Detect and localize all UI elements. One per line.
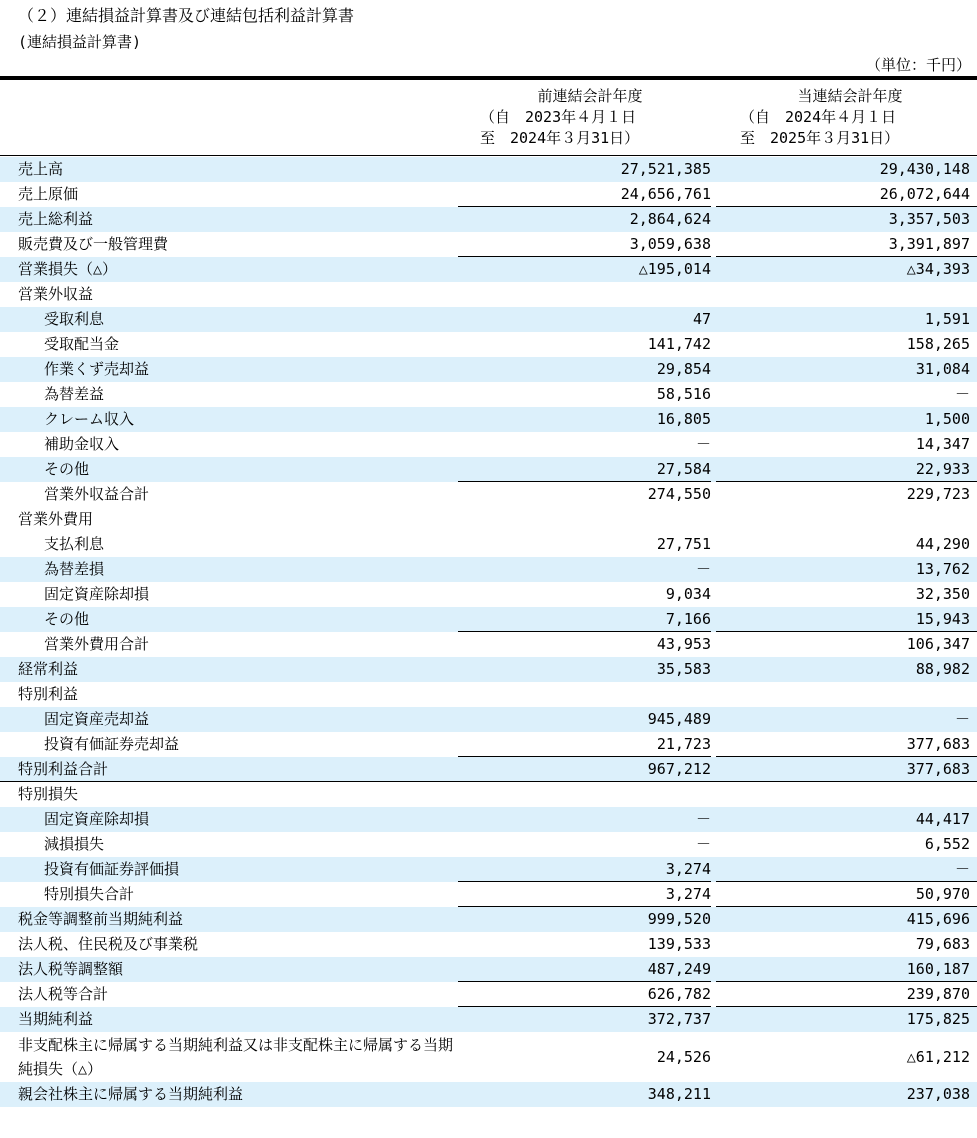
row-label: 経常利益 [18,660,79,678]
row-value-prev [458,782,711,807]
row-value-cur: 1,591 [924,310,970,328]
row-label: その他 [44,460,90,478]
table-row [0,307,977,332]
row-value-prev: 967,212 [647,760,711,778]
row-label: 受取配当金 [44,335,120,353]
top-rule [0,76,977,80]
row-value-prev: 3,274 [665,860,711,878]
table-row [0,357,977,382]
row-label: 法人税等調整額 [18,960,124,978]
row-label: 補助金収入 [44,435,120,453]
row-value-cur: 22,933 [915,460,970,478]
row-label: 特別利益 [18,685,79,703]
column-header-cur-from: （自 2024年４月１日 [740,108,897,126]
table-row [0,832,977,857]
statement-subtitle: (連結損益計算書) [18,33,142,51]
table-row [0,382,977,407]
row-value-prev: － [695,835,711,853]
row-value-prev: － [695,560,711,578]
row-value-prev: 29,854 [656,360,711,378]
row-label: 法人税、住民税及び事業税 [18,935,199,953]
row-label: 売上総利益 [18,210,94,228]
row-value-cur [716,507,970,532]
row-value-prev: 47 [692,310,711,328]
row-value-prev: 3,059,638 [629,235,711,253]
table-row [0,757,977,782]
row-value-cur: 377,683 [906,735,970,753]
table-row [0,1032,977,1082]
row-label: 親会社株主に帰属する当期純利益 [18,1085,244,1103]
table-row [0,182,977,207]
row-value-cur: 88,982 [915,660,970,678]
row-value-prev: － [695,435,711,453]
table-row [0,1007,977,1032]
column-header-prev-from: （自 2023年４月１日 [480,108,637,126]
row-value-prev: 348,211 [647,1085,711,1103]
row-label: 減損損失 [44,835,105,853]
row-value-cur: 1,500 [924,410,970,428]
row-value-cur [716,282,970,307]
row-value-cur: 415,696 [906,910,970,928]
table-row [0,882,977,907]
row-value-prev: 2,864,624 [629,210,711,228]
table-row [0,332,977,357]
row-value-prev: 7,166 [665,610,711,628]
row-label: 当期純利益 [18,1010,94,1028]
row-label: 為替差益 [44,385,105,403]
row-value-cur: － [954,710,970,728]
row-label: 為替差損 [44,560,105,578]
row-value-prev: 21,723 [656,735,711,753]
column-header-prev [440,86,740,149]
table-row [0,157,977,182]
row-value-cur: 237,038 [906,1085,970,1103]
row-label: 投資有価証券売却益 [44,735,180,753]
row-value-cur: △61,212 [906,1048,970,1066]
row-value-cur: 29,430,148 [879,160,970,178]
row-value-cur: 15,943 [915,610,970,628]
row-label: 受取利息 [44,310,105,328]
statement-title: （２）連結損益計算書及び連結包括利益計算書 [18,6,355,25]
row-label: 営業外費用合計 [44,635,150,653]
row-value-cur [716,682,970,707]
row-value-cur: 229,723 [906,485,970,503]
row-label: 売上原価 [18,185,79,203]
table-row [0,782,977,807]
row-value-prev: 139,533 [647,935,711,953]
table-row [0,1082,977,1107]
row-label: クレーム収入 [44,410,135,428]
row-label: 販売費及び一般管理費 [18,235,169,253]
column-header-prev-title: 前連結会計年度 [537,87,643,105]
row-value-prev: 27,521,385 [620,160,711,178]
unit-label: （単位：千円） [865,56,971,74]
row-value-cur: 3,391,897 [888,235,970,253]
row-label: 営業外収益 [18,285,94,303]
row-value-cur: 377,683 [906,760,970,778]
row-value-cur: － [954,860,970,878]
row-label: 特別損失合計 [44,885,135,903]
row-label: 非支配株主に帰属する当期純利益又は非支配株主に帰属する当期純損失（△） [18,1036,454,1078]
row-value-cur: 79,683 [915,935,970,953]
row-label: 営業損失（△） [18,260,118,278]
row-value-prev: 141,742 [647,335,711,353]
row-value-cur: 14,347 [915,435,970,453]
table-row [0,257,977,282]
column-header-cur [700,86,977,149]
row-label: 固定資産除却損 [44,585,150,603]
row-label: 固定資産除却損 [44,810,150,828]
table-row [0,632,977,657]
row-label: 税金等調整前当期純利益 [18,910,184,928]
row-label: 売上高 [18,160,64,178]
row-value-prev: 3,274 [665,885,711,903]
table-row [0,657,977,682]
row-value-prev [458,507,711,532]
row-label: 特別利益合計 [18,760,109,778]
table-row [0,282,977,307]
table-row [0,932,977,957]
row-value-prev [458,682,711,707]
row-value-prev: △195,014 [638,260,711,278]
row-value-cur: 31,084 [915,360,970,378]
table-row [0,432,977,457]
row-value-prev: 626,782 [647,985,711,1003]
row-label: 固定資産売却益 [44,710,150,728]
row-value-cur: 6,552 [924,835,970,853]
row-value-cur: 106,347 [906,635,970,653]
row-value-prev: 27,584 [656,460,711,478]
row-label: その他 [44,610,90,628]
table-row [0,482,977,507]
table-row [0,582,977,607]
row-value-cur: △34,393 [906,260,970,278]
table-row [0,707,977,732]
table-row [0,557,977,582]
table-row [0,532,977,557]
row-value-prev [458,282,711,307]
row-value-cur: 26,072,644 [879,185,970,203]
column-header-cur-title: 当連結会計年度 [797,87,903,105]
row-value-prev: 16,805 [656,410,711,428]
table-row [0,682,977,707]
table-row [0,607,977,632]
row-value-cur: 175,825 [906,1010,970,1028]
table-row [0,457,977,482]
row-value-prev: 35,583 [656,660,711,678]
table-row [0,907,977,932]
row-value-prev: 24,656,761 [620,185,711,203]
row-value-cur: － [954,385,970,403]
row-value-cur [716,782,970,807]
row-value-cur: 160,187 [906,960,970,978]
row-label: 支払利息 [44,535,105,553]
row-label: 営業外費用 [18,510,94,528]
row-value-cur: 13,762 [915,560,970,578]
row-value-prev: 9,034 [665,585,711,603]
header-rule [0,155,977,156]
column-header-prev-to: 至 2024年３月31日） [480,129,640,147]
table-row [0,957,977,982]
row-value-prev: 372,737 [647,1010,711,1028]
table-row [0,507,977,532]
table-row [0,857,977,882]
table-row [0,982,977,1007]
row-label: 特別損失 [18,785,79,803]
table-row [0,732,977,757]
row-label: 作業くず売却益 [44,360,150,378]
table-row [0,807,977,832]
row-value-prev: 27,751 [656,535,711,553]
row-value-prev: 43,953 [656,635,711,653]
row-value-prev: 24,526 [656,1048,711,1066]
row-value-prev: 487,249 [647,960,711,978]
row-value-prev: 58,516 [656,385,711,403]
row-label: 法人税等合計 [18,985,109,1003]
row-value-cur: 44,290 [915,535,970,553]
row-value-cur: 3,357,503 [888,210,970,228]
table-row [0,407,977,432]
row-value-cur: 44,417 [915,810,970,828]
row-value-prev: 945,489 [647,710,711,728]
column-header-cur-to: 至 2025年３月31日） [740,129,900,147]
row-value-prev: － [695,810,711,828]
row-value-cur: 239,870 [906,985,970,1003]
row-value-cur: 32,350 [915,585,970,603]
row-value-prev: 274,550 [647,485,711,503]
row-value-prev: 999,520 [647,910,711,928]
row-value-cur: 50,970 [915,885,970,903]
table-row [0,232,977,257]
table-row [0,207,977,232]
row-label: 投資有価証券評価損 [44,860,180,878]
row-label: 営業外収益合計 [44,485,150,503]
row-value-cur: 158,265 [906,335,970,353]
